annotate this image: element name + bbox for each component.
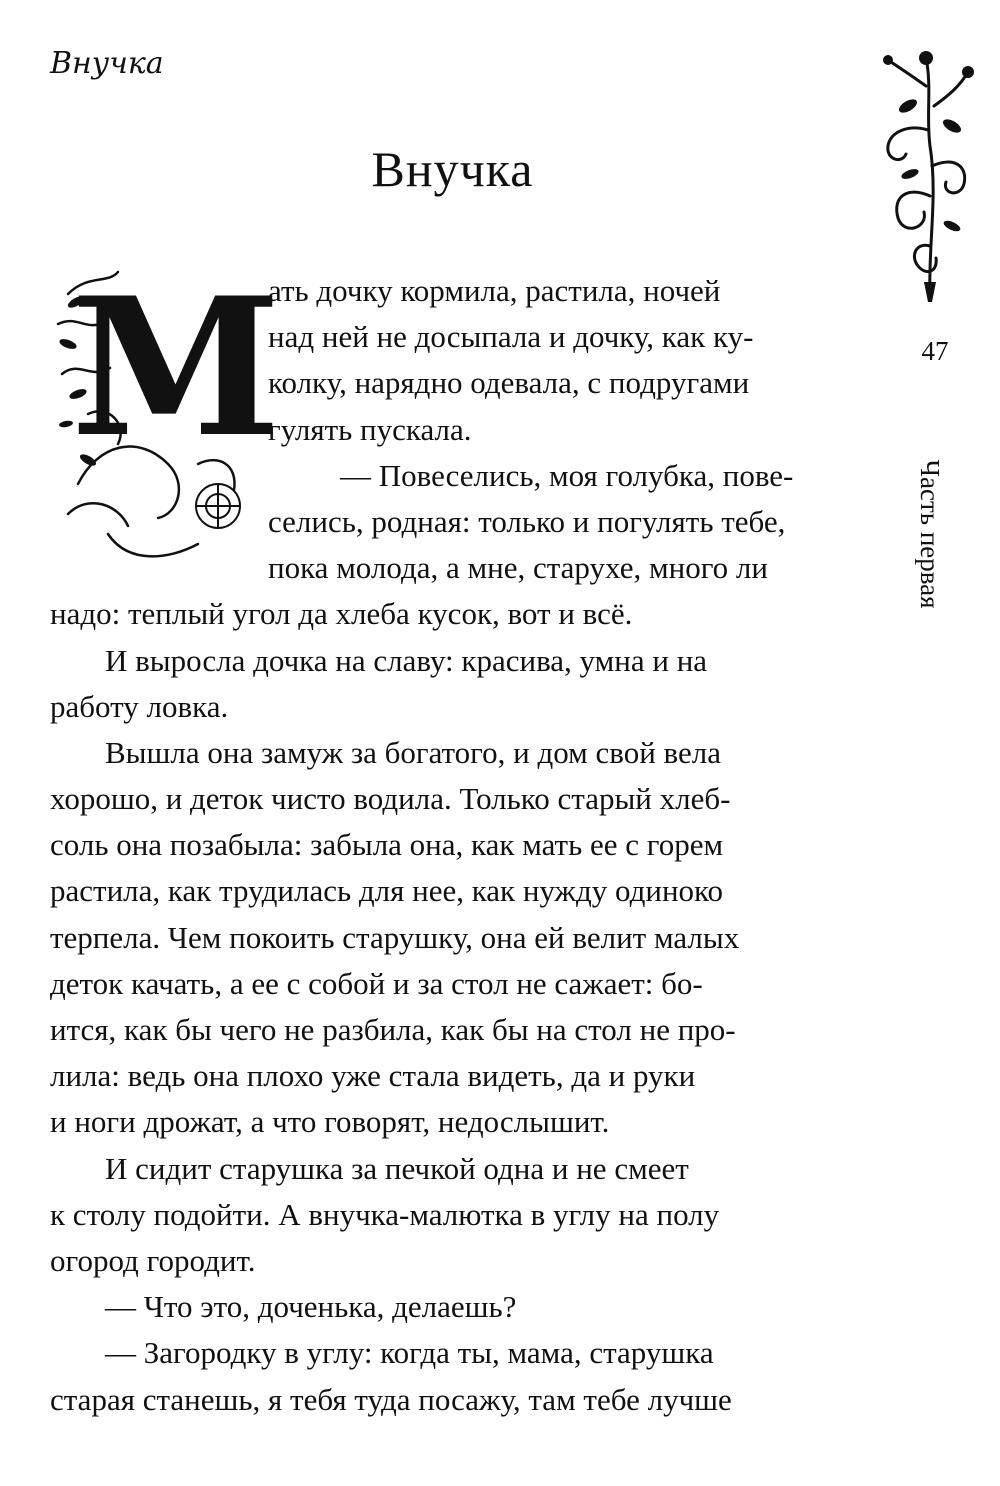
text-line: — Что это, доченька, делаешь?: [105, 1289, 517, 1325]
text-line: Вышла она замуж за богатого, и дом свой вела: [105, 734, 721, 770]
running-head: Внучка: [50, 46, 164, 81]
text-line: старая станешь, я тебя туда посажу, там тебе лучше: [50, 1381, 732, 1417]
text-line: деток качать, а ее с собой и за стол не сажает: бо-: [50, 965, 703, 1001]
text-line: колку, нарядно одевала, с подругами: [268, 365, 750, 401]
text-line: — Повеселись, моя голубка, пове-: [340, 457, 794, 493]
text-line: над ней не досыпала и дочку, как ку-: [268, 319, 754, 355]
text-line: растила, как трудилась для нее, как нужду одиноко: [50, 873, 724, 909]
part-label-vertical: Часть первая: [915, 459, 945, 609]
text-line: к столу подойти. А внучка-малютка в углу на полу: [50, 1196, 720, 1232]
text-line: гулять пускала.: [268, 411, 472, 447]
page-number: 47: [921, 336, 949, 366]
text-line: И выросла дочка на славу: красива, умна и на: [105, 642, 708, 678]
text-line: работу ловка.: [50, 688, 229, 724]
text-line: хорошо, и деток чисто водила. Только старый хлеб-: [50, 781, 731, 817]
text-line: надо: теплый угол да хлеба кусок, вот и всё.: [50, 596, 633, 632]
text-line: соль она позабыла: забыла она, как мать ее с горем: [50, 827, 724, 863]
drop-cap-letter: М: [70, 256, 282, 479]
text-line: и ноги дрожат, а что говорят, недослышит.: [50, 1104, 610, 1140]
text-line: ится, как бы чего не разбила, как бы на стол не про-: [50, 1012, 736, 1047]
chapter-title: Внучка: [371, 141, 534, 197]
text-line: селись, родная: только и погулять тебе,: [268, 503, 786, 539]
text-line: — Загородку в углу: когда ты, мама, старушка: [105, 1335, 714, 1371]
text-line: огород городит.: [50, 1242, 256, 1278]
story-text: [50, 268, 872, 1423]
text-line: ать дочку кормила, растила, ночей: [268, 273, 721, 308]
text-line: И сидит старушка за печкой одна и не смеет: [105, 1150, 689, 1186]
text-line: терпела. Чем покоить старушку, она ей велит малых: [50, 919, 740, 955]
text-line: пока молода, а мне, старухе, много ли: [268, 550, 768, 586]
text-line: лила: ведь она плохо уже стала видеть, да и руки: [50, 1058, 696, 1094]
